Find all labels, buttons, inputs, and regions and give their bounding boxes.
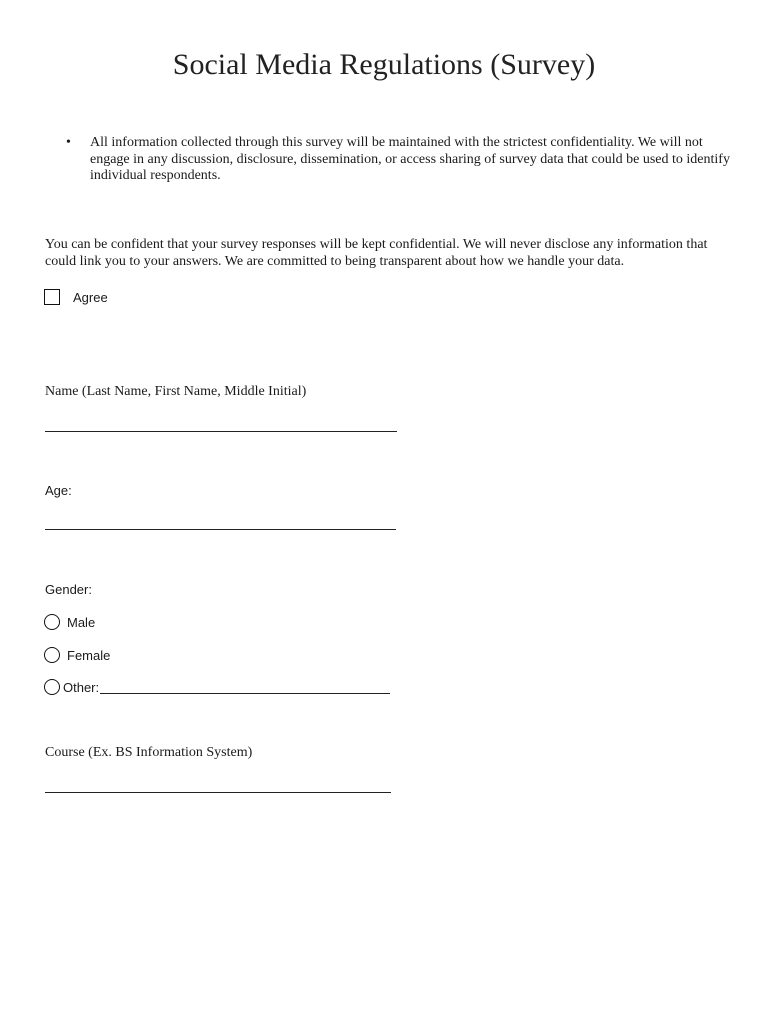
age-field[interactable] <box>45 529 396 530</box>
agree-row <box>44 287 108 307</box>
confidentiality-paragraph: You can be confident that your survey responses will be kept confidential. We will never disclose any information that could link you to your answers. We are committed to being transparent about how we handle your data. <box>45 237 708 269</box>
name-label: Name (Last Name, First Name, Middle Initial) <box>45 384 307 399</box>
other-label: Other: <box>63 679 100 695</box>
bullet-text: All information collected through this survey will be maintained with the strictest confidentiality. We will not engage in any discussion, disclosure, dissemination, or access sharing of survey data that could be used to identify individual respondents. <box>90 135 730 183</box>
page-title: Social Media Regulations (Survey) <box>172 48 596 81</box>
male-radio[interactable] <box>44 614 60 630</box>
confidentiality-bullet <box>66 135 730 185</box>
agree-checkbox[interactable] <box>44 289 60 305</box>
gender-option-other[interactable] <box>44 678 390 696</box>
course-field[interactable] <box>45 792 391 793</box>
other-radio[interactable] <box>44 679 60 695</box>
gender-option-male[interactable] <box>44 614 95 630</box>
female-radio[interactable] <box>44 647 60 663</box>
bullet-icon: • <box>66 135 71 150</box>
female-label: Female <box>67 647 111 663</box>
gender-label: Gender: <box>45 582 92 597</box>
male-label: Male <box>67 614 96 630</box>
age-label: Age: <box>45 483 72 498</box>
name-field[interactable] <box>45 431 397 432</box>
gender-option-female[interactable] <box>44 647 110 663</box>
agree-label: Agree <box>73 289 108 305</box>
other-text-field[interactable] <box>100 693 390 694</box>
course-label: Course (Ex. BS Information System) <box>45 745 253 760</box>
